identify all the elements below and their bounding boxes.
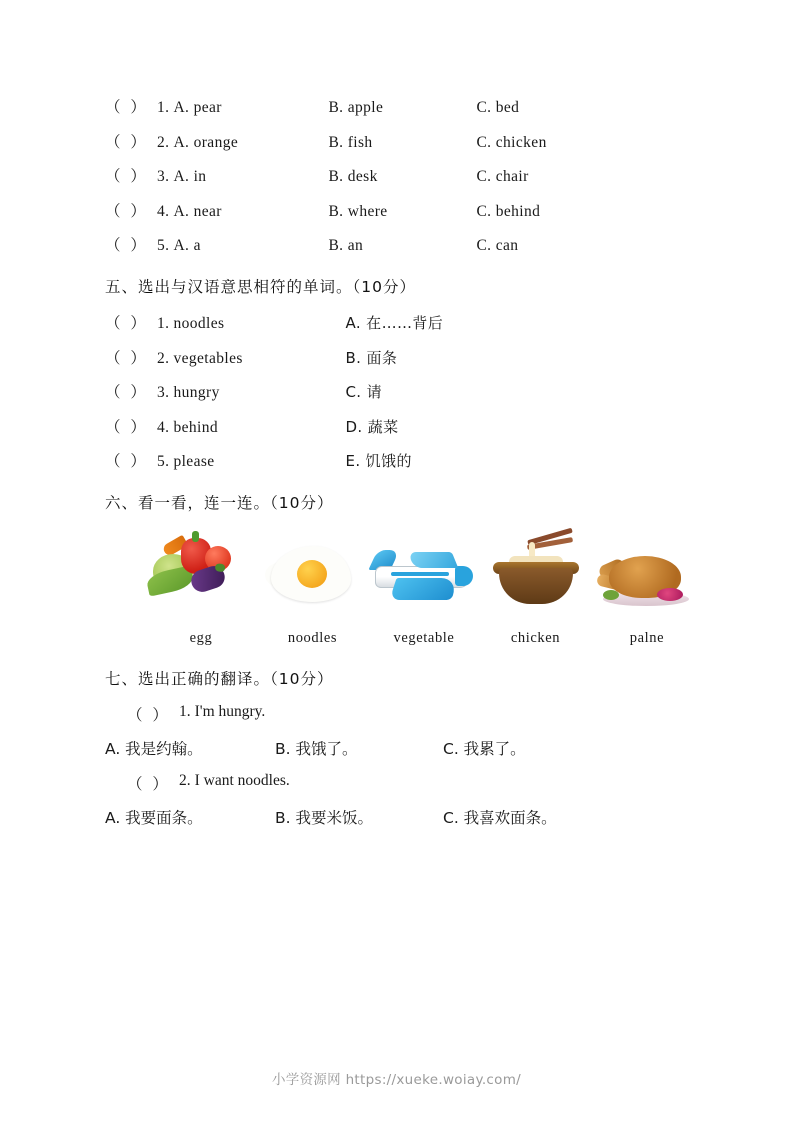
option-b[interactable]: B. desk [328,168,378,185]
question-row [105,346,705,368]
bowl-icon [499,568,573,604]
answer-blank[interactable]: （ ） [105,349,149,367]
section-five-title: 五、选出与汉语意思相符的单词。（10分） [105,278,416,296]
question-row [105,311,705,333]
option-b[interactable]: B. apple [328,99,384,116]
option-c[interactable]: C. bed [476,99,520,116]
answer-blank[interactable]: （ ） [105,384,149,401]
option-a[interactable]: A. in [173,168,207,185]
answer-option-c[interactable]: C. 我喜欢面条。 [443,809,557,827]
answer-option-b[interactable]: B. 我饿了。 [275,740,358,758]
option-a[interactable]: A. near [173,202,222,220]
airplane-image [371,532,475,614]
question-number: 1. [157,99,170,116]
question-row [105,199,705,221]
section-four-questions [105,95,705,255]
plane-upper-wing-icon [408,552,458,568]
garnish-icon [657,588,683,601]
option-b[interactable]: B. an [328,237,364,254]
question-row [105,95,705,117]
option-b[interactable]: B. where [328,202,388,220]
question-number: 1. [179,703,191,720]
answer-option-c[interactable]: C. 我累了。 [443,740,526,758]
question-row [105,380,705,402]
answer-blank[interactable]: （ ） [105,133,149,151]
word-label[interactable]: noodles [287,630,338,646]
answer-blank[interactable]: （ ） [105,315,149,332]
option-a[interactable]: A. pear [173,99,222,116]
english-word: vegetables [173,349,243,367]
option-c[interactable]: C. behind [476,202,541,220]
answer-blank[interactable]: （ ） [105,237,149,254]
plane-nose-icon [455,566,473,586]
chinese-match-option[interactable]: B. 面条 [345,348,398,367]
answer-option-a[interactable]: A. 我是约翰。 [105,740,203,758]
garnish-icon [603,590,619,600]
option-c[interactable]: C. chair [476,168,529,185]
question-number: 5. [157,453,170,470]
section-five-questions [105,311,705,471]
answer-blank[interactable]: （ ） [105,453,149,470]
noodle-bowl-image [483,532,587,614]
roast-chicken-image [595,532,699,614]
worksheet-content [105,95,705,841]
answer-option-a[interactable]: A. 我要面条。 [105,809,203,827]
answer-blank[interactable]: （ ） [105,418,149,436]
answer-blank[interactable]: （ ） [105,202,149,220]
question-row [105,703,705,725]
question-row [105,772,705,794]
question-row [105,130,705,152]
option-c[interactable]: C. chicken [476,133,547,151]
english-word: noodles [173,315,225,332]
question-row [105,449,705,471]
answer-row [105,737,705,759]
word-label[interactable]: egg [189,630,213,646]
question-number: 3. [157,168,170,185]
question-number: 5. [157,237,170,254]
word-label[interactable]: palne [629,630,665,646]
answer-blank[interactable]: （ ） [105,99,149,116]
question-number: 2. [157,133,170,151]
chinese-match-option[interactable]: A. 在……背后 [345,314,444,332]
answer-blank[interactable]: （ ） [105,168,149,185]
section-seven-questions [105,703,705,828]
egg-yolk-icon [297,560,327,588]
question-number: 4. [157,418,170,436]
question-sentence: I want noodles. [194,772,290,789]
answer-row [105,806,705,828]
section-seven-title: 七、选出正确的翻译。（10分） [105,670,334,688]
question-number: 4. [157,202,170,220]
section-six-title: 六、看一看，连一连。（10分） [105,494,334,512]
picture-word-row [149,630,699,647]
answer-option-b[interactable]: B. 我要米饭。 [275,809,373,827]
answer-blank[interactable]: （ ） [127,707,171,724]
option-b[interactable]: B. fish [328,133,373,151]
option-c[interactable]: C. can [476,237,519,254]
question-number: 2. [179,772,191,789]
question-number: 2. [157,349,170,367]
english-word: please [173,453,215,470]
question-number: 1. [157,315,170,332]
chinese-match-option[interactable]: D. 蔬菜 [345,417,399,436]
option-a[interactable]: A. a [173,237,201,254]
option-a[interactable]: A. orange [173,133,239,151]
fried-egg-image [259,532,363,614]
plane-stripe-icon [391,572,449,576]
english-word: behind [173,418,219,436]
question-row [105,415,705,437]
word-label[interactable]: vegetable [393,630,455,646]
question-row [105,164,705,186]
word-label[interactable]: chicken [510,630,561,646]
site-watermark: 小学资源网 https://xueke.woiay.com/ [271,1072,522,1088]
answer-blank[interactable]: （ ） [127,776,171,793]
question-number: 3. [157,384,170,401]
plane-wing-icon [389,578,458,600]
chinese-match-option[interactable]: C. 请 [345,383,383,401]
question-sentence: I'm hungry. [194,703,266,720]
english-word: hungry [173,384,220,401]
vegetables-image [147,532,251,614]
chinese-match-option[interactable]: E. 饥饿的 [345,452,412,470]
question-row [105,233,705,255]
picture-row [147,529,699,614]
